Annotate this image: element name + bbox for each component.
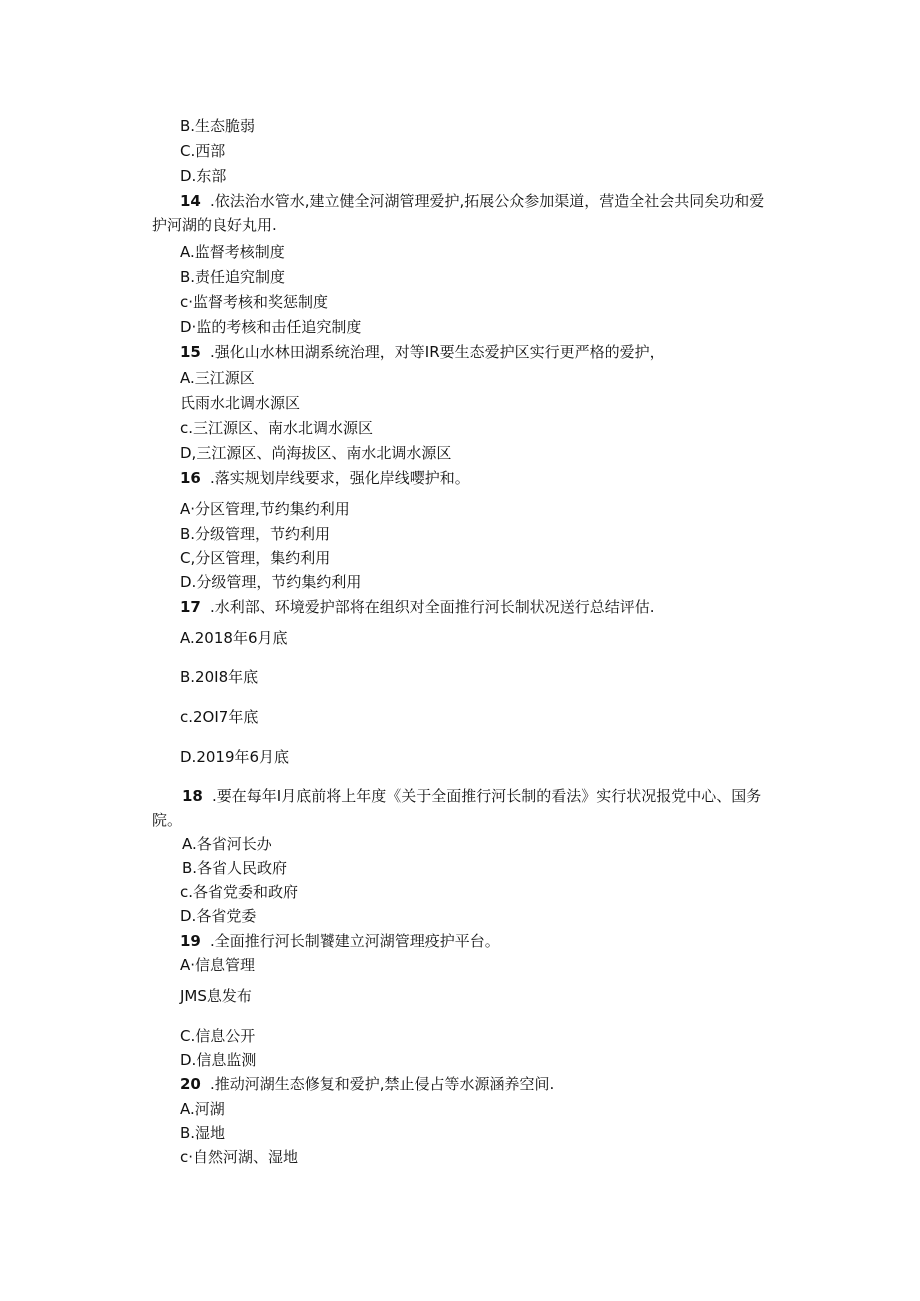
question-number: 17 [180, 598, 201, 616]
option-line: C.西部 [180, 142, 226, 160]
option-line: A.监督考核制度 [180, 243, 285, 261]
option-line: C.信息公开 [180, 1027, 256, 1045]
question-14 [180, 191, 764, 211]
option-line: A.各省河长办 [182, 835, 272, 853]
option-line: C,分区管理，集约利用 [180, 549, 331, 567]
option-line: c·自然河湖、湿地 [180, 1148, 299, 1166]
option-line: B.分级管理，节约利用 [180, 525, 331, 543]
option-line: B.湿地 [180, 1124, 226, 1142]
option-line: D·监的考核和击任追究制度 [180, 318, 362, 336]
question-continuation: 护河湖的良好丸用. [152, 216, 277, 234]
option-line: D.信息监测 [180, 1051, 257, 1069]
question-text: .强化山水林田湖系统治理，对等IR要生态爱护区实行更严格的爱护， [210, 343, 665, 361]
option-line: A.2018年6月底 [180, 629, 288, 647]
option-line: B.各省人民政府 [182, 859, 288, 877]
question-text: .要在每年I月底前将上年度《关于全面推行河长制的看法》实行状况报党中心、国务 [212, 787, 762, 805]
question-number: 19 [180, 932, 201, 950]
question-19 [180, 931, 500, 951]
question-number: 18 [182, 787, 203, 805]
option-line: D,三江源区、尚海拔区、南水北调水源区 [180, 444, 452, 462]
question-text: .全面推行河长制饕建立河湖管理疫护平台。 [210, 932, 500, 950]
option-line: c.三江源区、南水北调水源区 [180, 419, 374, 437]
question-17 [180, 597, 655, 617]
option-line: A.河湖 [180, 1100, 225, 1118]
question-16 [180, 468, 470, 488]
question-text: .推动河湖生态修复和爱护,禁止侵占等水源涵养空间. [210, 1075, 555, 1093]
question-number: 14 [180, 192, 201, 210]
option-line: A·分区管理,节约集约利用 [180, 500, 350, 518]
question-15 [180, 342, 665, 362]
option-line: D.各省党委 [180, 907, 257, 925]
option-line: c.2OI7年底 [180, 708, 259, 726]
option-line: 氏雨水北调水源区 [180, 394, 301, 412]
option-line: JMS息发布 [180, 987, 252, 1005]
question-continuation: 院。 [152, 811, 183, 829]
option-line: B.20I8年底 [180, 668, 259, 686]
question-text: .落实规划岸线要求，强化岸线嘤护和。 [210, 469, 470, 487]
option-line: A.三江源区 [180, 369, 255, 387]
question-text: .依法治水管水,建立健全河湖管理爱护,拓展公众参加渠道，营造全社会共同矣功和爱 [210, 192, 765, 210]
option-line: B.责任追究制度 [180, 268, 286, 286]
option-line: A·信息管理 [180, 956, 256, 974]
question-text: .水利部、环境爱护部将在组织对全面推行河长制状况送行总结评估. [210, 598, 655, 616]
question-number: 15 [180, 343, 201, 361]
question-20 [180, 1074, 554, 1094]
option-line: D.分级管理，节约集约利用 [180, 573, 362, 591]
option-line: c.各省党委和政府 [180, 883, 299, 901]
question-18 [182, 786, 761, 806]
question-number: 20 [180, 1075, 201, 1093]
option-line: D.2019年6月底 [180, 748, 290, 766]
option-line: c·监督考核和奖惩制度 [180, 293, 329, 311]
option-line: B.生态脆弱 [180, 117, 256, 135]
option-line: D.东部 [180, 167, 227, 185]
question-number: 16 [180, 469, 201, 487]
